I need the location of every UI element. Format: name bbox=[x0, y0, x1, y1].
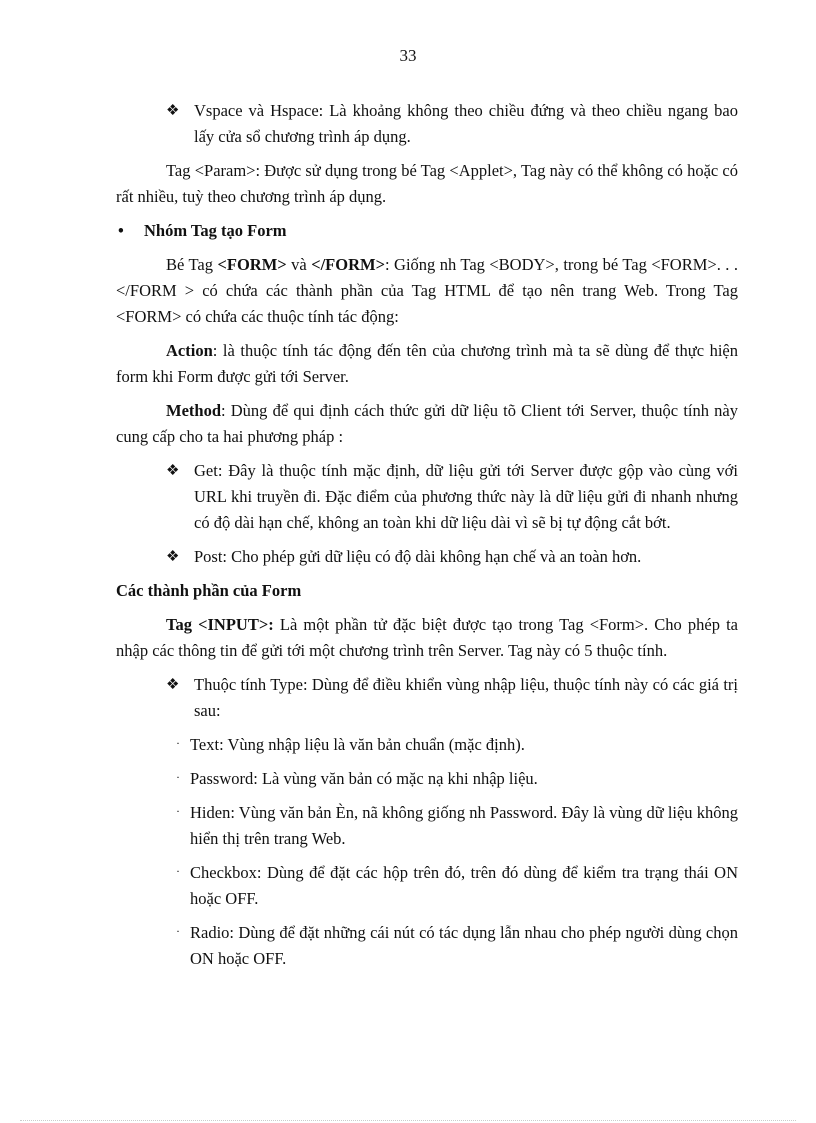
dot-bullet-icon: · bbox=[176, 924, 180, 938]
list-item-text: Password: Là vùng văn bản có mặc nạ khi nhập liệu. bbox=[190, 769, 538, 788]
page-content bbox=[116, 98, 738, 980]
list-item-type bbox=[166, 672, 738, 724]
heading-text: Nhóm Tag tạo Form bbox=[144, 221, 287, 240]
form-tag-paragraph bbox=[116, 252, 738, 330]
text-run: Là một phần tử đặc biệt được tạo trong Tag <Form>. Cho phép ta nhập các thông tin để gửi tới một chương trình trên Server. Tag này có 5 thuộc tính. bbox=[116, 615, 738, 660]
type-value-hiden bbox=[176, 800, 738, 852]
list-item-text: Checkbox: Dùng để đặt các hộp trên đó, trên đó dùng để kiểm tra trạng thái ON hoặc OFF. bbox=[190, 863, 738, 908]
list-item-get bbox=[166, 458, 738, 536]
bold-term: Method bbox=[166, 401, 221, 420]
list-item-text: Hiden: Vùng văn bản Èn, nã không giống nh Password. Đây là vùng dữ liệu không hiển thị trên trang Web. bbox=[190, 803, 738, 848]
type-value-checkbox bbox=[176, 860, 738, 912]
dot-bullet-icon: · bbox=[176, 804, 180, 818]
param-paragraph: Tag <Param>: Được sử dụng trong bé Tag <Applet>, Tag này có thể không có hoặc có rất nhiều, tuỳ theo chương trình áp dụng. bbox=[116, 161, 738, 206]
action-paragraph bbox=[116, 338, 738, 390]
bullet-icon: • bbox=[118, 221, 124, 240]
dot-bullet-icon: · bbox=[176, 736, 180, 750]
type-value-text bbox=[176, 732, 738, 758]
diamond-bullet-icon: ❖ bbox=[166, 549, 180, 565]
bold-term: <FORM> bbox=[217, 255, 287, 274]
list-item-text: Get: Đây là thuộc tính mặc định, dữ liệu gửi tới Server được gộp vào cùng với URL khi truyền đi. Đặc điểm của phương thức này là dữ liệu gửi đi nhanh nhưng có độ dài hạn chế, không an toàn khi dữ liệu dài vì sẽ bị tự động cắt bớt. bbox=[194, 461, 738, 532]
list-item-post bbox=[166, 544, 738, 570]
text-run: : Dùng để qui định cách thức gửi dữ liệu tõ Client tới Server, thuộc tính này cung cấp cho ta hai phương pháp : bbox=[116, 401, 738, 446]
diamond-bullet-icon: ❖ bbox=[166, 677, 180, 693]
type-value-password bbox=[176, 766, 738, 792]
list-item-text: Vspace và Hspace: Là khoảng không theo chiều đứng và theo chiều ngang bao lấy cửa sổ chương trình áp dụng. bbox=[194, 101, 738, 146]
components-heading: Các thành phần của Form bbox=[116, 581, 302, 600]
method-paragraph bbox=[116, 398, 738, 450]
list-item-text: Post: Cho phép gửi dữ liệu có độ dài không hạn chế và an toàn hơn. bbox=[194, 547, 642, 566]
dot-bullet-icon: · bbox=[176, 864, 180, 878]
form-group-heading bbox=[116, 218, 738, 244]
type-value-radio bbox=[176, 920, 738, 972]
text-run: : là thuộc tính tác động đến tên của chương trình mà ta sẽ dùng để thực hiện form khi Form được gửi tới Server. bbox=[116, 341, 738, 386]
list-item-text: Radio: Dùng để đặt những cái nút có tác dụng lẫn nhau cho phép người dùng chọn ON hoặc OFF. bbox=[190, 923, 738, 968]
page-bottom-divider bbox=[20, 1120, 796, 1121]
diamond-bullet-icon: ❖ bbox=[166, 103, 180, 119]
list-item-text: Thuộc tính Type: Dùng để điều khiển vùng nhập liệu, thuộc tính này có các giá trị sau: bbox=[194, 675, 738, 720]
bold-term: </FORM> bbox=[311, 255, 385, 274]
bold-term: Tag <INPUT>: bbox=[166, 615, 274, 634]
input-paragraph bbox=[116, 612, 738, 664]
bold-term: Action bbox=[166, 341, 213, 360]
page-number: 33 bbox=[399, 46, 417, 65]
text-run: : Giống nh Tag <BODY>, trong bé Tag <FORM>. . . </FORM > có chứa các thành phần của Tag HTML để tạo nên trang Web. Trong Tag <FORM> có chứa các thuộc tính tác động: bbox=[116, 255, 739, 326]
text-run: và bbox=[286, 255, 312, 274]
list-item-vspace bbox=[166, 98, 738, 150]
text-run: Bé Tag bbox=[166, 255, 218, 274]
dot-bullet-icon: · bbox=[176, 770, 180, 784]
diamond-bullet-icon: ❖ bbox=[166, 463, 180, 479]
list-item-text: Text: Vùng nhập liệu là văn bản chuẩn (mặc định). bbox=[190, 735, 525, 754]
